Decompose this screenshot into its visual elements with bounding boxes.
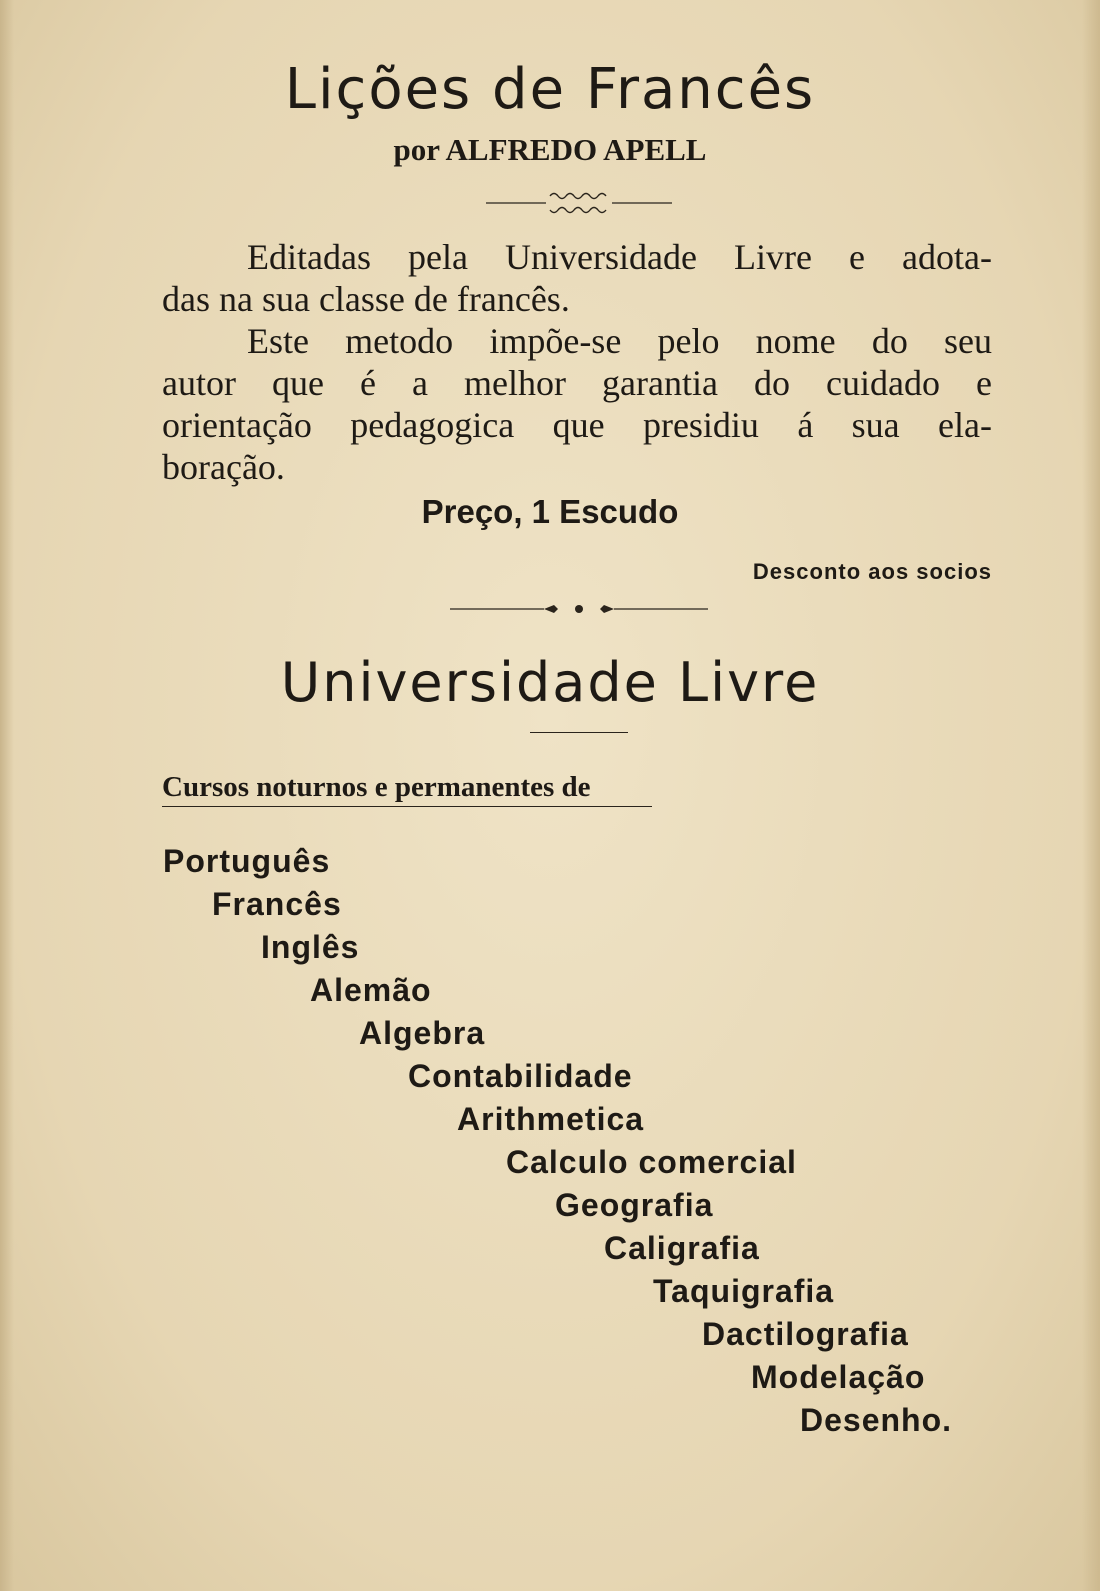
course-item: Inglês xyxy=(261,929,360,965)
section-title: Universidade Livre xyxy=(280,651,820,714)
course-item: Francês xyxy=(212,886,342,922)
p1-line-2: das na sua classe de francês. xyxy=(162,279,570,319)
course-item: Geografia xyxy=(555,1187,714,1223)
description-paragraph-2 xyxy=(162,320,992,488)
course-item: Modelação xyxy=(751,1359,926,1395)
page-title: Lições de Francês xyxy=(284,57,816,122)
page-edge-left xyxy=(0,0,14,1591)
course-item: Calculo comercial xyxy=(506,1144,797,1180)
course-item: Taquigrafia xyxy=(653,1273,835,1309)
discount-text: Desconto aos socios xyxy=(752,559,992,584)
course-item: Contabilidade xyxy=(408,1058,633,1094)
section-title-rule xyxy=(530,732,628,733)
course-item: Dactilografia xyxy=(702,1316,909,1352)
course-item: Alemão xyxy=(310,972,432,1008)
course-item: Caligrafia xyxy=(604,1230,760,1266)
description-paragraph-1 xyxy=(162,236,992,320)
course-item: Desenho. xyxy=(800,1402,953,1438)
page-edge-right xyxy=(1082,0,1100,1591)
course-item: Arithmetica xyxy=(457,1101,645,1137)
p2-line-1: Este metodo impõe-se pelo nome do seu xyxy=(247,321,992,361)
p2-line-2: autor que é a melhor garantia do cuidado e xyxy=(162,363,992,403)
author-line: por ALFREDO APELL xyxy=(393,132,707,167)
courses-subtitle: Cursos noturnos e permanentes de xyxy=(162,770,652,807)
ornament-divider-top xyxy=(486,190,672,218)
p2-line-4: boração. xyxy=(162,447,285,487)
p2-line-3: orientação pedagogica que presidiu á sua ela- xyxy=(162,405,992,445)
course-item: Algebra xyxy=(359,1015,486,1051)
course-item: Português xyxy=(163,843,331,879)
price-text: Preço, 1 Escudo xyxy=(421,493,679,530)
p1-line-1: Editadas pela Universidade Livre e adota- xyxy=(247,237,992,277)
ornament-divider-middle xyxy=(450,600,708,618)
